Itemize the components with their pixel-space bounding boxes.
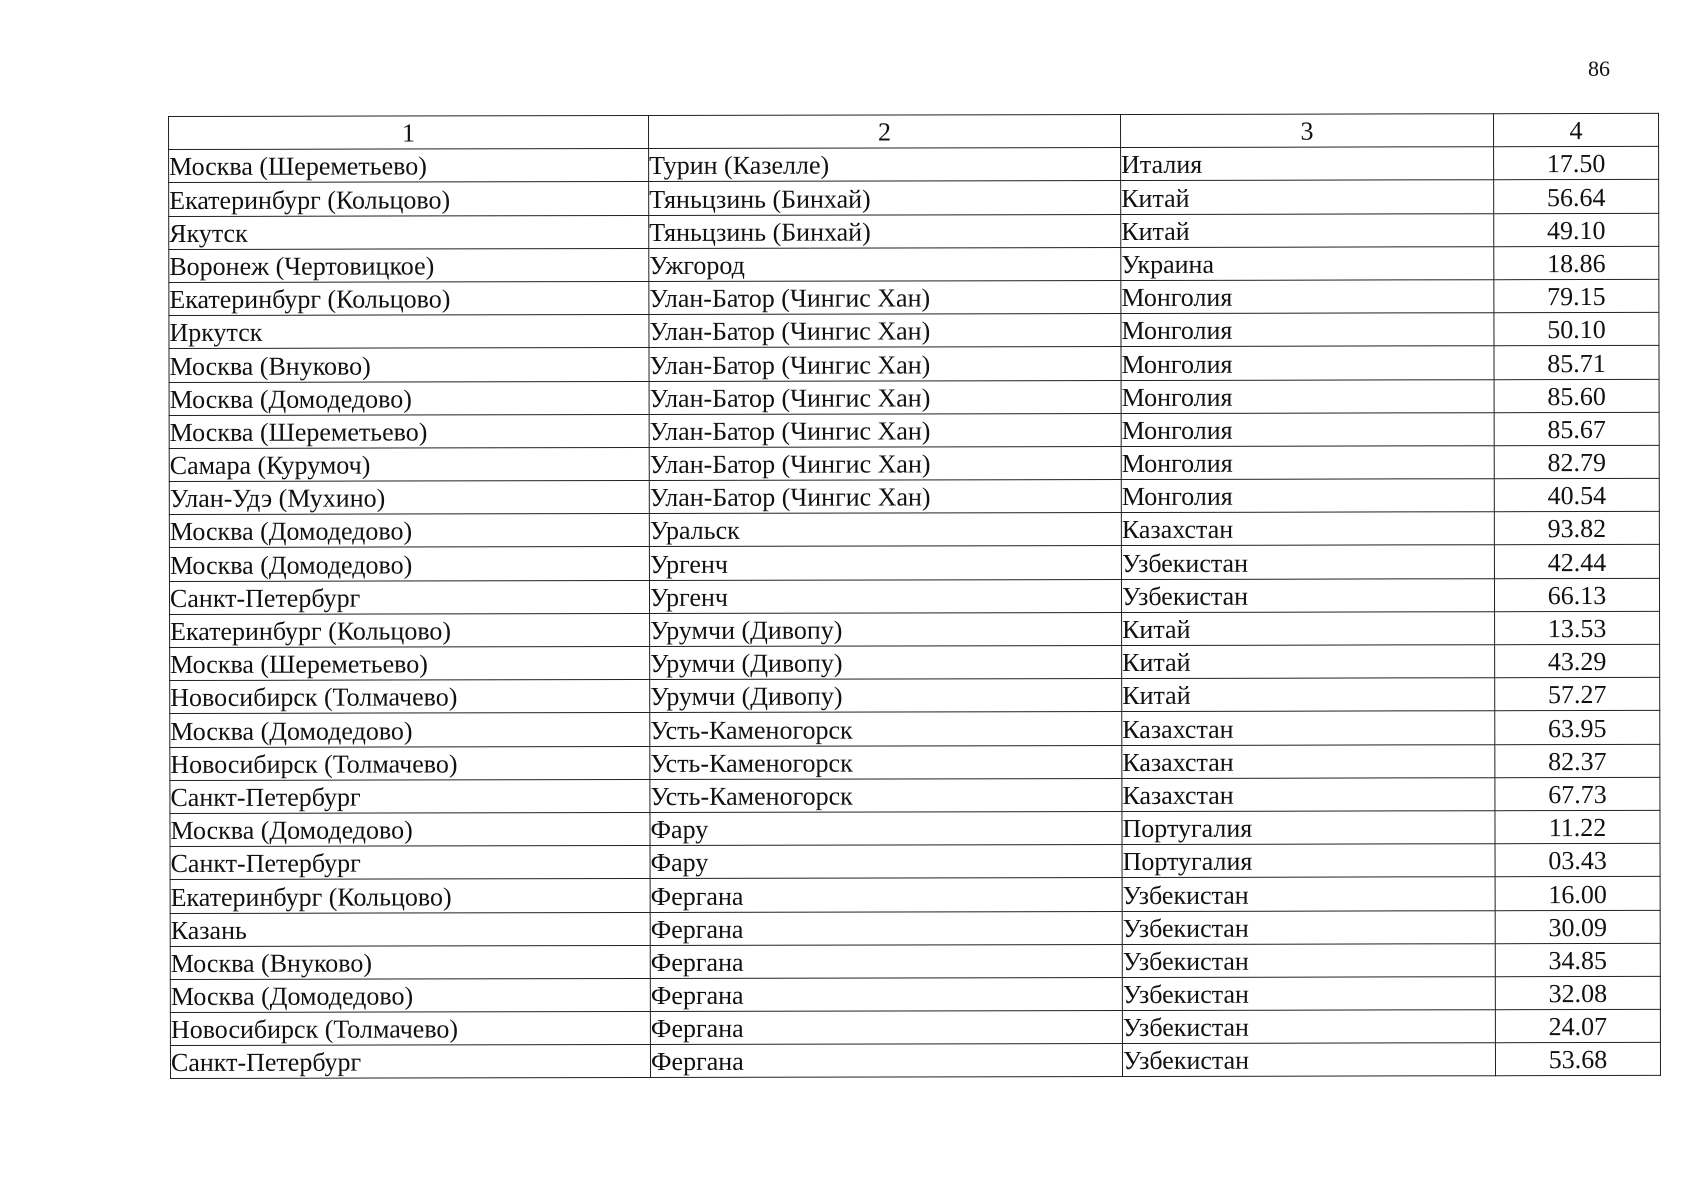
table-row bbox=[169, 346, 1659, 382]
value-cell: 43.29 bbox=[1495, 644, 1660, 678]
destination-cell: Урумчи (Дивопу) bbox=[650, 679, 1122, 713]
departure-cell: Москва (Домодедово) bbox=[169, 514, 649, 548]
destination-cell: Фергана bbox=[650, 878, 1122, 912]
value-cell: 50.10 bbox=[1494, 313, 1659, 347]
table-row bbox=[170, 976, 1660, 1012]
destination-cell: Фару bbox=[650, 845, 1122, 879]
destination-cell: Ужгород bbox=[649, 247, 1121, 281]
table-row bbox=[170, 877, 1660, 913]
destination-cell: Фергана bbox=[650, 1044, 1122, 1078]
table-row bbox=[170, 644, 1660, 680]
departure-cell: Новосибирск (Толмачево) bbox=[170, 746, 650, 780]
departure-cell: Москва (Домодедово) bbox=[169, 547, 649, 581]
column-header-2: 2 bbox=[649, 115, 1121, 149]
value-cell: 82.37 bbox=[1495, 744, 1660, 778]
table-row bbox=[170, 678, 1660, 714]
value-cell: 67.73 bbox=[1495, 777, 1660, 811]
value-cell: 82.79 bbox=[1494, 445, 1659, 479]
country-cell: Узбекистан bbox=[1122, 943, 1495, 977]
destination-cell: Усть-Каменогорск bbox=[650, 778, 1122, 812]
table-row bbox=[170, 1009, 1660, 1045]
departure-cell: Санкт-Петербург bbox=[170, 1045, 650, 1079]
table-row bbox=[170, 844, 1660, 880]
country-cell: Узбекистан bbox=[1121, 545, 1494, 579]
value-cell: 24.07 bbox=[1495, 1009, 1660, 1043]
country-cell: Китай bbox=[1121, 180, 1494, 214]
routes-table bbox=[168, 113, 1661, 1080]
departure-cell: Москва (Домодедово) bbox=[170, 713, 650, 747]
value-cell: 03.43 bbox=[1495, 844, 1660, 878]
table-row bbox=[169, 279, 1659, 315]
destination-cell: Фергана bbox=[650, 911, 1122, 945]
table-row bbox=[169, 445, 1659, 481]
table-row bbox=[169, 147, 1659, 183]
table-row bbox=[170, 711, 1660, 747]
country-cell: Узбекистан bbox=[1122, 910, 1495, 944]
country-cell: Узбекистан bbox=[1122, 877, 1495, 911]
column-header-3: 3 bbox=[1120, 114, 1493, 148]
destination-cell: Усть-Каменогорск bbox=[650, 712, 1122, 746]
departure-cell: Санкт-Петербург bbox=[170, 846, 650, 880]
destination-cell: Ургенч bbox=[649, 546, 1121, 580]
table-row bbox=[170, 611, 1660, 647]
country-cell: Китай bbox=[1122, 645, 1495, 679]
country-cell: Португалия bbox=[1122, 811, 1495, 845]
value-cell: 79.15 bbox=[1494, 279, 1659, 313]
country-cell: Узбекистан bbox=[1122, 1010, 1495, 1044]
table-row bbox=[169, 180, 1659, 216]
departure-cell: Новосибирск (Толмачево) bbox=[170, 680, 650, 714]
departure-cell: Москва (Шереметьево) bbox=[169, 149, 649, 183]
destination-cell: Улан-Батор (Чингис Хан) bbox=[649, 446, 1121, 480]
table-row bbox=[170, 1043, 1660, 1079]
destination-cell: Улан-Батор (Чингис Хан) bbox=[649, 380, 1121, 414]
country-cell: Украина bbox=[1121, 246, 1494, 280]
country-cell: Италия bbox=[1121, 147, 1494, 181]
country-cell: Узбекистан bbox=[1121, 578, 1494, 612]
country-cell: Монголия bbox=[1121, 412, 1494, 446]
destination-cell: Фергана bbox=[650, 977, 1122, 1011]
country-cell: Казахстан bbox=[1121, 512, 1494, 546]
destination-cell: Улан-Батор (Чингис Хан) bbox=[649, 480, 1121, 514]
table-row bbox=[169, 412, 1659, 448]
value-cell: 42.44 bbox=[1494, 545, 1659, 579]
country-cell: Монголия bbox=[1121, 379, 1494, 413]
departure-cell: Санкт-Петербург bbox=[170, 779, 650, 813]
table-body bbox=[169, 147, 1661, 1079]
destination-cell: Ургенч bbox=[649, 579, 1121, 613]
departure-cell: Москва (Шереметьево) bbox=[170, 646, 650, 680]
country-cell: Китай bbox=[1121, 213, 1494, 247]
table-row bbox=[169, 313, 1659, 349]
destination-cell: Улан-Батор (Чингис Хан) bbox=[649, 280, 1121, 314]
departure-cell: Екатеринбург (Кольцово) bbox=[170, 879, 650, 913]
table-row bbox=[170, 910, 1660, 946]
value-cell: 85.60 bbox=[1494, 379, 1659, 413]
table-row bbox=[169, 213, 1659, 249]
country-cell: Монголия bbox=[1121, 346, 1494, 380]
country-cell: Казахстан bbox=[1122, 711, 1495, 745]
value-cell: 40.54 bbox=[1494, 478, 1659, 512]
departure-cell: Якутск bbox=[169, 215, 649, 249]
table-row bbox=[169, 379, 1659, 415]
country-cell: Монголия bbox=[1121, 313, 1494, 347]
table-row bbox=[170, 943, 1660, 979]
table-row bbox=[169, 512, 1659, 548]
departure-cell: Москва (Шереметьево) bbox=[169, 414, 649, 448]
destination-cell: Усть-Каменогорск bbox=[650, 745, 1122, 779]
departure-cell: Санкт-Петербург bbox=[169, 580, 649, 614]
value-cell: 56.64 bbox=[1494, 180, 1659, 214]
departure-cell: Казань bbox=[170, 912, 650, 946]
departure-cell: Москва (Домодедово) bbox=[170, 812, 650, 846]
destination-cell: Тяньцзинь (Бинхай) bbox=[649, 214, 1121, 248]
value-cell: 17.50 bbox=[1494, 147, 1659, 181]
table-row bbox=[170, 777, 1660, 813]
country-cell: Португалия bbox=[1122, 844, 1495, 878]
departure-cell: Екатеринбург (Кольцово) bbox=[169, 281, 649, 315]
country-cell: Монголия bbox=[1121, 479, 1494, 513]
value-cell: 16.00 bbox=[1495, 877, 1660, 911]
country-cell: Узбекистан bbox=[1122, 977, 1495, 1011]
departure-cell: Иркутск bbox=[169, 315, 649, 349]
table-row bbox=[170, 744, 1660, 780]
value-cell: 32.08 bbox=[1495, 976, 1660, 1010]
destination-cell: Фару bbox=[650, 811, 1122, 845]
table-row bbox=[170, 810, 1660, 846]
departure-cell: Екатеринбург (Кольцово) bbox=[169, 182, 649, 216]
destination-cell: Урумчи (Дивопу) bbox=[650, 612, 1122, 646]
country-cell: Казахстан bbox=[1122, 744, 1495, 778]
destination-cell: Фергана bbox=[650, 944, 1122, 978]
departure-cell: Воронеж (Чертовицкое) bbox=[169, 248, 649, 282]
value-cell: 66.13 bbox=[1494, 578, 1659, 612]
country-cell: Монголия bbox=[1121, 280, 1494, 314]
value-cell: 30.09 bbox=[1495, 910, 1660, 944]
departure-cell: Москва (Внуково) bbox=[169, 348, 649, 382]
destination-cell: Фергана bbox=[650, 1011, 1122, 1045]
table-row bbox=[169, 545, 1659, 581]
country-cell: Казахстан bbox=[1122, 777, 1495, 811]
destination-cell: Тяньцзинь (Бинхай) bbox=[649, 181, 1121, 215]
value-cell: 34.85 bbox=[1495, 943, 1660, 977]
header-row bbox=[169, 113, 1659, 149]
value-cell: 57.27 bbox=[1495, 678, 1660, 712]
country-cell: Узбекистан bbox=[1122, 1043, 1495, 1077]
departure-cell: Москва (Внуково) bbox=[170, 945, 650, 979]
value-cell: 13.53 bbox=[1495, 611, 1660, 645]
destination-cell: Турин (Казелле) bbox=[649, 148, 1121, 182]
departure-cell: Екатеринбург (Кольцово) bbox=[170, 613, 650, 647]
value-cell: 93.82 bbox=[1494, 512, 1659, 546]
destination-cell: Улан-Батор (Чингис Хан) bbox=[649, 314, 1121, 348]
departure-cell: Москва (Домодедово) bbox=[170, 978, 650, 1012]
value-cell: 11.22 bbox=[1495, 810, 1660, 844]
column-header-4: 4 bbox=[1493, 113, 1658, 147]
table-header bbox=[169, 113, 1659, 149]
page-number: 86 bbox=[1588, 56, 1610, 81]
destination-cell: Улан-Батор (Чингис Хан) bbox=[649, 347, 1121, 381]
column-header-1: 1 bbox=[169, 115, 649, 149]
destination-cell: Уральск bbox=[649, 513, 1121, 547]
value-cell: 85.67 bbox=[1494, 412, 1659, 446]
value-cell: 63.95 bbox=[1495, 711, 1660, 745]
value-cell: 49.10 bbox=[1494, 213, 1659, 247]
destination-cell: Улан-Батор (Чингис Хан) bbox=[649, 413, 1121, 447]
departure-cell: Самара (Курумоч) bbox=[169, 447, 649, 481]
country-cell: Китай bbox=[1122, 678, 1495, 712]
country-cell: Китай bbox=[1122, 612, 1495, 646]
table-row bbox=[169, 246, 1659, 282]
departure-cell: Улан-Удэ (Мухино) bbox=[169, 481, 649, 515]
table-row bbox=[169, 478, 1659, 514]
departure-cell: Новосибирск (Толмачево) bbox=[170, 1012, 650, 1046]
value-cell: 85.71 bbox=[1494, 346, 1659, 380]
destination-cell: Урумчи (Дивопу) bbox=[650, 646, 1122, 680]
value-cell: 18.86 bbox=[1494, 246, 1659, 280]
country-cell: Монголия bbox=[1121, 446, 1494, 480]
departure-cell: Москва (Домодедово) bbox=[169, 381, 649, 415]
value-cell: 53.68 bbox=[1495, 1043, 1660, 1077]
table-row bbox=[169, 578, 1659, 614]
